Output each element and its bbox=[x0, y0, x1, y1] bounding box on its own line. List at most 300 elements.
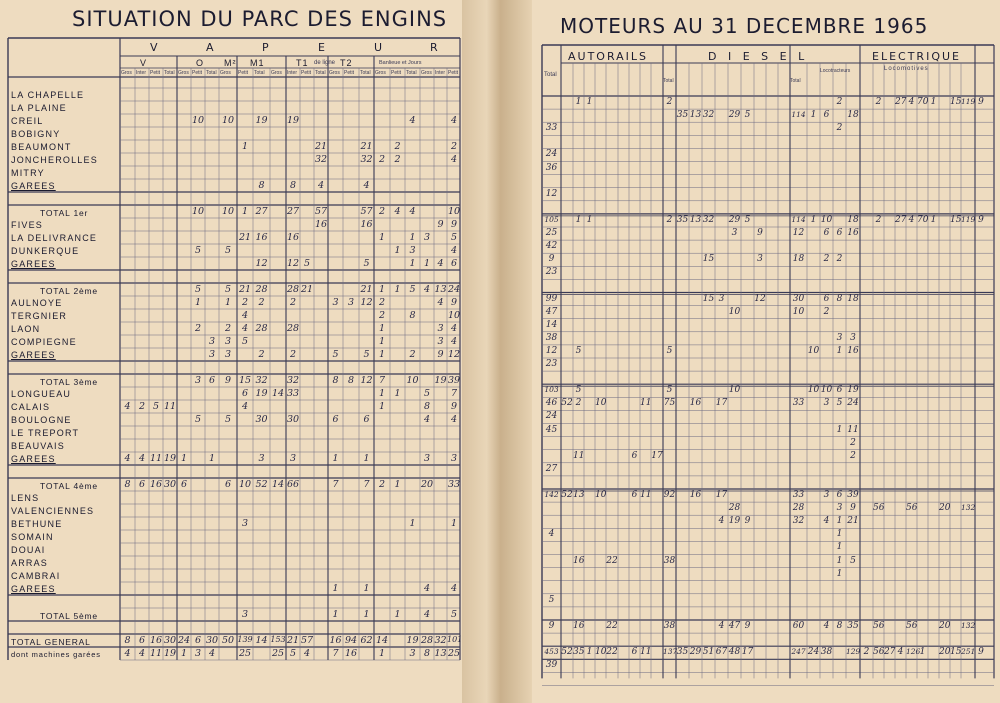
count-cell: 119 bbox=[961, 97, 976, 106]
column-subheading: Petit bbox=[192, 70, 203, 76]
count-cell: 14 bbox=[271, 479, 285, 490]
column-subheading: Total bbox=[406, 70, 417, 76]
count-cell: 45 bbox=[545, 424, 558, 435]
count-cell: 28 bbox=[792, 503, 805, 514]
count-cell: 4 bbox=[908, 97, 915, 107]
count-cell: 18 bbox=[792, 254, 805, 265]
count-cell: 9 bbox=[548, 254, 555, 265]
count-cell: 4 bbox=[897, 647, 904, 658]
count-cell: 1 bbox=[810, 214, 817, 225]
count-cell: 247 bbox=[791, 647, 806, 657]
count-cell: 4 bbox=[423, 609, 431, 620]
count-cell: 1 bbox=[241, 141, 249, 152]
count-cell: 3 bbox=[289, 453, 297, 464]
count-cell: 2 bbox=[823, 254, 830, 265]
count-cell: 10 bbox=[792, 306, 805, 317]
count-cell: 39 bbox=[545, 660, 558, 671]
count-cell: 1 bbox=[394, 245, 401, 256]
count-cell: 1 bbox=[378, 284, 386, 295]
count-cell: 1 bbox=[394, 388, 401, 399]
group-heading: AUTORAILS bbox=[568, 50, 649, 63]
count-cell: 103 bbox=[544, 385, 559, 395]
count-cell: 1 bbox=[575, 214, 582, 225]
left-page bbox=[0, 0, 462, 703]
count-cell: 70 bbox=[917, 214, 929, 225]
station-label: JONCHEROLLES bbox=[11, 155, 98, 165]
count-cell: 2 bbox=[394, 141, 401, 152]
station-label: GAREES bbox=[11, 181, 56, 191]
count-cell: 1 bbox=[423, 258, 431, 269]
count-cell: 25 bbox=[271, 648, 285, 659]
count-cell: 12 bbox=[545, 188, 558, 199]
count-cell: 56 bbox=[906, 621, 918, 631]
count-cell: 18 bbox=[847, 293, 859, 304]
count-cell: 5 bbox=[666, 385, 673, 396]
count-cell: 6 bbox=[823, 110, 830, 121]
count-cell: 99 bbox=[545, 293, 558, 304]
total-label: dont machines garées bbox=[11, 650, 101, 659]
count-cell: 1 bbox=[586, 214, 593, 225]
count-cell: 21 bbox=[300, 284, 314, 295]
count-cell: 2 bbox=[823, 306, 830, 317]
count-cell: 30 bbox=[205, 635, 219, 646]
column-subheading: Gros bbox=[220, 70, 231, 76]
count-cell: 10 bbox=[238, 479, 252, 490]
count-cell: 21 bbox=[360, 141, 373, 152]
count-cell: 2 bbox=[850, 437, 856, 448]
count-cell: 6 bbox=[631, 647, 638, 658]
count-cell: 11 bbox=[149, 648, 163, 659]
column-subheading: Petit bbox=[344, 70, 355, 76]
count-cell: 6 bbox=[332, 414, 339, 425]
count-cell: 9 bbox=[548, 621, 555, 631]
count-cell: 30 bbox=[286, 414, 300, 425]
count-cell: 101 bbox=[447, 635, 462, 644]
station-label: CALAIS bbox=[11, 402, 51, 412]
count-cell: 10 bbox=[221, 115, 235, 126]
count-cell: 5 bbox=[409, 284, 416, 295]
column-subheading: Locomotives bbox=[884, 66, 929, 72]
count-cell: 2 bbox=[863, 647, 870, 658]
count-cell: 35 bbox=[676, 647, 689, 658]
count-cell: 5 bbox=[450, 232, 458, 243]
station-label: ARRAS bbox=[11, 558, 49, 568]
vapeur-letter: P bbox=[262, 41, 272, 54]
count-cell: 19 bbox=[434, 375, 447, 386]
count-cell: 5 bbox=[152, 401, 160, 412]
count-cell: 1 bbox=[332, 453, 339, 464]
count-cell: 142 bbox=[544, 490, 559, 499]
count-cell: 35 bbox=[573, 647, 585, 658]
count-cell: 453 bbox=[544, 647, 559, 657]
count-cell: 4 bbox=[303, 648, 311, 659]
count-cell: 2 bbox=[289, 297, 297, 308]
count-cell: 8 bbox=[347, 375, 355, 386]
count-cell: 4 bbox=[450, 245, 458, 256]
count-cell: 4 bbox=[124, 648, 131, 659]
station-label: LA PLAINE bbox=[11, 103, 67, 113]
count-cell: 28 bbox=[420, 635, 434, 646]
station-label: COMPIEGNE bbox=[11, 337, 77, 347]
count-cell: 5 bbox=[363, 258, 370, 269]
count-cell: 1 bbox=[332, 583, 339, 594]
count-cell: 32 bbox=[792, 516, 805, 527]
count-cell: 1 bbox=[378, 323, 386, 334]
count-cell: 3 bbox=[194, 648, 202, 659]
count-cell: 2 bbox=[450, 141, 458, 152]
count-cell: 60 bbox=[792, 621, 805, 631]
count-cell: 92 bbox=[663, 490, 676, 500]
count-cell: 10 bbox=[820, 214, 833, 225]
count-cell: 119 bbox=[961, 214, 976, 224]
count-cell: 6 bbox=[180, 479, 188, 490]
count-cell: 16 bbox=[573, 621, 585, 631]
count-cell: 1 bbox=[810, 110, 817, 121]
count-cell: 2 bbox=[378, 297, 386, 308]
count-cell: 20 bbox=[939, 621, 951, 631]
count-cell: 11 bbox=[573, 450, 585, 461]
count-cell: 56 bbox=[873, 647, 885, 658]
count-cell: 52 bbox=[561, 490, 573, 500]
column-subheading: Gros bbox=[375, 70, 386, 76]
count-cell: 7 bbox=[378, 375, 386, 386]
count-cell: 25 bbox=[545, 228, 558, 238]
count-cell: 38 bbox=[820, 647, 833, 658]
count-cell: 19 bbox=[286, 115, 300, 126]
count-cell: 1 bbox=[836, 424, 843, 435]
count-cell: 3 bbox=[437, 336, 444, 347]
count-cell: 21 bbox=[360, 284, 373, 295]
count-cell: 38 bbox=[663, 555, 676, 566]
count-cell: 4 bbox=[450, 583, 458, 594]
count-cell: 5 bbox=[224, 284, 232, 295]
group-heading: D I E S E L bbox=[708, 50, 809, 63]
count-cell: 9 bbox=[450, 297, 458, 308]
count-cell: 2 bbox=[378, 479, 386, 490]
vapeur-letter: E bbox=[318, 41, 328, 54]
count-cell: 4 bbox=[241, 323, 249, 334]
count-cell: 5 bbox=[575, 345, 582, 356]
count-cell: 1 bbox=[363, 453, 370, 464]
station-label: MITRY bbox=[11, 168, 45, 178]
count-cell: 1 bbox=[930, 97, 937, 107]
count-cell: 50 bbox=[221, 635, 235, 646]
count-cell: 19 bbox=[255, 115, 268, 126]
group-heading: ELECTRIQUE bbox=[872, 50, 961, 63]
count-cell: 28 bbox=[255, 323, 268, 334]
count-cell: 17 bbox=[715, 398, 728, 409]
count-cell: 129 bbox=[846, 647, 861, 657]
count-cell: 1 bbox=[363, 583, 370, 594]
count-cell: 33 bbox=[792, 398, 805, 409]
column-subheading: Inter bbox=[287, 70, 298, 76]
count-cell: 6 bbox=[138, 479, 146, 490]
count-cell: 5 bbox=[363, 349, 370, 360]
column-subheading: Total bbox=[315, 70, 326, 76]
count-cell: 56 bbox=[906, 503, 918, 514]
count-cell: 1 bbox=[836, 529, 843, 540]
count-cell: 21 bbox=[314, 141, 328, 152]
count-cell: 12 bbox=[360, 375, 373, 386]
count-cell: 5 bbox=[194, 414, 202, 425]
count-cell: 30 bbox=[792, 293, 805, 304]
column-subheading: Total bbox=[254, 70, 265, 76]
station-label: LONGUEAU bbox=[11, 389, 72, 399]
count-cell: 15 bbox=[950, 647, 962, 658]
count-cell: 1 bbox=[575, 97, 582, 107]
station-label: FIVES bbox=[11, 220, 44, 230]
count-cell: 24 bbox=[847, 398, 859, 409]
count-cell: 6 bbox=[631, 450, 638, 461]
count-cell: 10 bbox=[191, 115, 205, 126]
count-cell: 2 bbox=[875, 97, 882, 107]
count-cell: 32 bbox=[702, 110, 715, 121]
count-cell: 19 bbox=[406, 635, 419, 646]
count-cell: 3 bbox=[437, 323, 444, 334]
count-cell: 4 bbox=[138, 453, 146, 464]
count-cell: 5 bbox=[575, 385, 582, 396]
count-cell: 1 bbox=[332, 609, 339, 620]
count-cell: 3 bbox=[332, 297, 339, 308]
count-cell: 8 bbox=[836, 293, 843, 304]
count-cell: 7 bbox=[332, 648, 339, 659]
count-cell: 3 bbox=[224, 336, 232, 347]
count-cell: 3 bbox=[718, 293, 725, 304]
count-cell: 2 bbox=[575, 398, 582, 409]
count-cell: 4 bbox=[409, 115, 416, 126]
count-cell: 6 bbox=[823, 293, 830, 304]
count-cell: 2 bbox=[394, 154, 401, 165]
count-cell: 5 bbox=[224, 245, 232, 256]
count-cell: 4 bbox=[423, 583, 431, 594]
count-cell: 24 bbox=[177, 635, 191, 646]
count-cell: 12 bbox=[286, 258, 300, 269]
count-cell: 28 bbox=[728, 503, 741, 514]
count-cell: 51 bbox=[702, 647, 715, 658]
count-cell: 1 bbox=[394, 609, 401, 620]
count-cell: 10 bbox=[595, 647, 607, 658]
count-cell: 6 bbox=[138, 635, 146, 646]
count-cell: 8 bbox=[124, 479, 131, 490]
count-cell: 6 bbox=[836, 228, 843, 238]
count-cell: 1 bbox=[378, 232, 386, 243]
station-label: BEAUMONT bbox=[11, 142, 72, 152]
count-cell: 9 bbox=[744, 621, 751, 631]
count-cell: 5 bbox=[303, 258, 311, 269]
count-cell: 3 bbox=[224, 349, 232, 360]
group-heading: V bbox=[140, 58, 148, 68]
count-cell: 18 bbox=[847, 110, 859, 121]
count-cell: 4 bbox=[450, 115, 458, 126]
count-cell: 2 bbox=[378, 154, 386, 165]
vapeur-letter: A bbox=[206, 41, 217, 54]
total-label: TOTAL 3ème bbox=[40, 377, 98, 387]
column-subheading: Total bbox=[790, 78, 801, 84]
count-cell: 9 bbox=[744, 516, 751, 527]
count-cell: 1 bbox=[241, 206, 249, 217]
count-cell: 9 bbox=[450, 401, 458, 412]
count-cell: 6 bbox=[194, 635, 202, 646]
count-cell: 29 bbox=[728, 110, 741, 121]
count-cell: 20 bbox=[939, 503, 951, 514]
column-subheading: Gros bbox=[271, 70, 282, 76]
total-label: TOTAL 4ème bbox=[40, 481, 98, 491]
count-cell: 19 bbox=[728, 516, 741, 527]
count-cell: 35 bbox=[676, 110, 689, 121]
count-cell: 35 bbox=[676, 214, 689, 225]
count-cell: 9 bbox=[437, 219, 444, 230]
count-cell: 3 bbox=[409, 245, 416, 256]
count-cell: 1 bbox=[394, 479, 401, 490]
count-cell: 10 bbox=[447, 310, 461, 321]
count-cell: 16 bbox=[689, 398, 702, 409]
count-cell: 24 bbox=[545, 411, 558, 422]
station-label: LA CHAPELLE bbox=[11, 90, 85, 100]
count-cell: 10 bbox=[807, 345, 820, 356]
count-cell: 16 bbox=[149, 635, 163, 646]
column-subheading: Inter bbox=[136, 70, 147, 76]
count-cell: 14 bbox=[271, 388, 285, 399]
count-cell: 4 bbox=[241, 401, 249, 412]
column-subheading: Total bbox=[206, 70, 217, 76]
count-cell: 1 bbox=[586, 97, 593, 107]
station-label: BETHUNE bbox=[11, 519, 63, 529]
count-cell: 5 bbox=[450, 609, 458, 620]
count-cell: 4 bbox=[437, 258, 444, 269]
count-cell: 17 bbox=[715, 490, 728, 500]
count-cell: 12 bbox=[255, 258, 268, 269]
count-cell: 12 bbox=[754, 293, 766, 304]
book-spine bbox=[462, 0, 532, 703]
count-cell: 19 bbox=[847, 385, 859, 396]
count-cell: 3 bbox=[258, 453, 265, 464]
count-cell: 1 bbox=[836, 516, 843, 527]
count-cell: 16 bbox=[689, 490, 702, 500]
count-cell: 21 bbox=[238, 232, 252, 243]
count-cell: 17 bbox=[651, 450, 663, 461]
count-cell: 10 bbox=[191, 206, 205, 217]
count-cell: 57 bbox=[360, 206, 373, 217]
count-cell: 1 bbox=[409, 258, 416, 269]
count-cell: 2 bbox=[241, 297, 249, 308]
count-cell: 1 bbox=[586, 647, 593, 658]
group-heading: M1 bbox=[250, 58, 265, 68]
count-cell: 30 bbox=[255, 414, 268, 425]
count-cell: 4 bbox=[394, 206, 401, 217]
count-cell: 27 bbox=[286, 206, 300, 217]
count-cell: 16 bbox=[360, 219, 373, 230]
count-cell: 10 bbox=[728, 306, 741, 317]
count-cell: 6 bbox=[631, 490, 638, 500]
count-cell: 16 bbox=[847, 345, 859, 356]
count-cell: 14 bbox=[375, 635, 389, 646]
count-cell: 16 bbox=[329, 635, 342, 646]
count-cell: 1 bbox=[394, 284, 401, 295]
total-label: TOTAL 5ème bbox=[40, 611, 98, 621]
station-label: GAREES bbox=[11, 259, 56, 269]
count-cell: 11 bbox=[640, 490, 652, 500]
count-cell: 20 bbox=[420, 479, 434, 490]
count-cell: 3 bbox=[409, 648, 416, 659]
count-cell: 24 bbox=[807, 647, 820, 658]
count-cell: 5 bbox=[332, 349, 339, 360]
count-cell: 5 bbox=[194, 284, 202, 295]
count-cell: 27 bbox=[255, 206, 268, 217]
count-cell: 19 bbox=[163, 453, 177, 464]
count-cell: 1 bbox=[378, 401, 386, 412]
count-cell: 14 bbox=[255, 635, 268, 646]
count-cell: 52 bbox=[561, 647, 573, 658]
count-cell: 27 bbox=[895, 97, 907, 107]
count-cell: 7 bbox=[332, 479, 339, 490]
count-cell: 94 bbox=[344, 635, 358, 646]
count-cell: 1 bbox=[378, 388, 386, 399]
count-cell: 2 bbox=[836, 254, 843, 265]
count-cell: 4 bbox=[208, 648, 216, 659]
count-cell: 2 bbox=[289, 349, 297, 360]
count-cell: 5 bbox=[423, 388, 431, 399]
count-cell: 42 bbox=[545, 241, 558, 252]
count-cell: 3 bbox=[731, 228, 738, 238]
count-cell: 27 bbox=[545, 463, 558, 474]
count-cell: 15 bbox=[950, 214, 962, 225]
count-cell: 29 bbox=[728, 214, 741, 225]
station-label: LAON bbox=[11, 324, 41, 334]
count-cell: 10 bbox=[807, 385, 820, 396]
count-cell: 6 bbox=[836, 490, 843, 500]
count-cell: 4 bbox=[423, 284, 431, 295]
count-cell: 28 bbox=[286, 323, 300, 334]
vapeur-letter: V bbox=[150, 41, 161, 54]
count-cell: 13 bbox=[573, 490, 585, 500]
column-subheading: Gros bbox=[121, 70, 132, 76]
count-cell: 1 bbox=[409, 232, 416, 243]
count-cell: 8 bbox=[124, 635, 131, 646]
station-label: CREIL bbox=[11, 116, 44, 126]
count-cell: 5 bbox=[548, 594, 555, 605]
total-label: TOTAL 1er bbox=[40, 208, 89, 218]
count-cell: 16 bbox=[286, 232, 300, 243]
count-cell: 6 bbox=[241, 388, 249, 399]
count-cell: 66 bbox=[286, 479, 300, 490]
count-cell: 16 bbox=[149, 479, 163, 490]
count-cell: 39 bbox=[447, 375, 461, 386]
count-cell: 16 bbox=[344, 648, 358, 659]
station-label: LENS bbox=[11, 493, 40, 503]
count-cell: 2 bbox=[378, 310, 386, 321]
count-cell: 3 bbox=[423, 453, 431, 464]
count-cell: 1 bbox=[836, 345, 843, 356]
right-page bbox=[532, 0, 1000, 703]
count-cell: 57 bbox=[300, 635, 314, 646]
count-cell: 7 bbox=[450, 388, 458, 399]
count-cell: 8 bbox=[423, 648, 431, 659]
count-cell: 6 bbox=[823, 228, 830, 238]
count-cell: 20 bbox=[939, 647, 951, 658]
station-label: DUNKERQUE bbox=[11, 246, 80, 256]
count-cell: 132 bbox=[961, 503, 976, 513]
count-cell: 10 bbox=[595, 490, 607, 500]
count-cell: 15 bbox=[238, 375, 252, 386]
column-subheading: Locotracteurs bbox=[820, 68, 851, 74]
count-cell: 12 bbox=[545, 345, 558, 356]
count-cell: 1 bbox=[450, 518, 458, 529]
count-cell: 5 bbox=[289, 648, 297, 659]
count-cell: 4 bbox=[423, 414, 431, 425]
station-label: GAREES bbox=[11, 350, 56, 360]
count-cell: 12 bbox=[792, 228, 805, 238]
count-cell: 33 bbox=[792, 490, 805, 500]
